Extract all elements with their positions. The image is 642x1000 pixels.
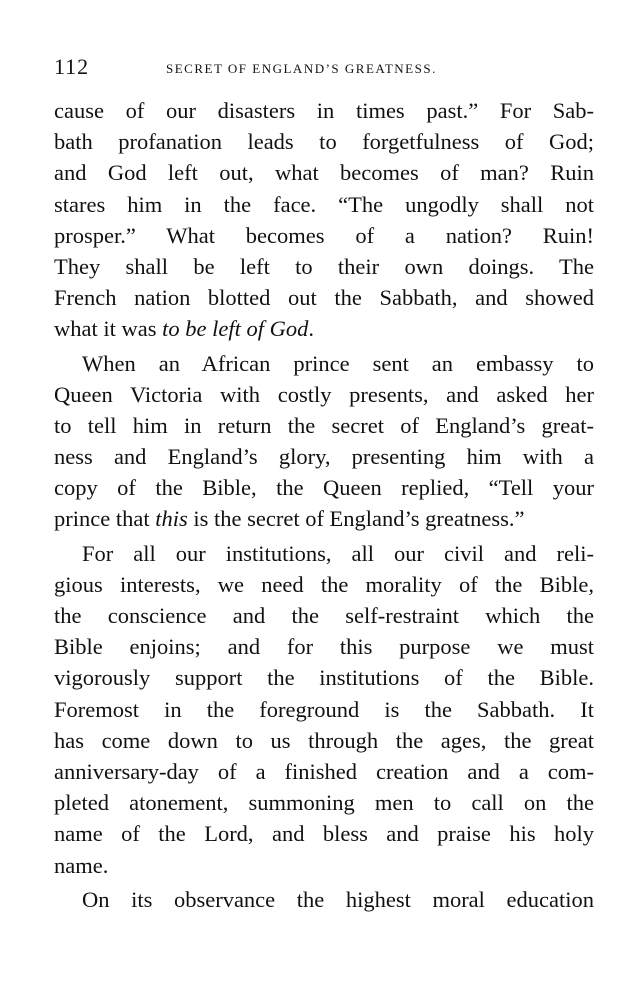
text-line: Queen Victoria with costly presents, and asked her	[54, 381, 594, 407]
text-line: name.	[54, 852, 109, 878]
text-line: to tell him in return the secret of England’s great-	[54, 412, 594, 438]
text-line: Bible enjoins; and for this purpose we must	[54, 634, 594, 660]
text-line: For all our institutions, all our civil and reli-	[82, 540, 594, 566]
text-line: and God left out, what becomes of man? Ruin	[54, 160, 594, 186]
paragraph	[54, 884, 594, 915]
body-text	[54, 95, 594, 915]
text-line: On its observance the highest moral education	[82, 886, 594, 912]
text-line: cause of our disasters in times past.” For Sab-	[54, 98, 594, 123]
italic-text: to be left of God	[162, 316, 309, 342]
text-line: anniversary-day of a finished creation and a com-	[54, 758, 594, 784]
paragraph	[54, 538, 594, 881]
page-number: 112	[54, 54, 90, 79]
text-line: vigorously support the institutions of the Bible.	[54, 665, 594, 691]
text-line: ness and England’s glory, presenting him with a	[54, 444, 594, 470]
italic-text: this	[155, 506, 188, 532]
text-line: pleted atonement, summoning men to call on the	[54, 790, 594, 816]
text-line: French nation blotted out the Sabbath, and showed	[54, 285, 594, 311]
text-run: .	[308, 316, 314, 342]
text-line: name of the Lord, and bless and praise his holy	[54, 821, 594, 847]
text-line: Foremost in the foreground is the Sabbath. It	[54, 696, 594, 722]
text-line: When an African prince sent an embassy to	[82, 350, 594, 376]
text-line: has come down to us through the ages, the great	[54, 727, 594, 753]
text-line: bath profanation leads to forgetfulness of God;	[54, 129, 594, 155]
text-line: They shall be left to their own doings. The	[54, 253, 594, 279]
text-line: copy of the Bible, the Queen replied, “Tell your	[54, 475, 594, 501]
text-run: prince that	[54, 506, 156, 532]
running-title: SECRET OF ENGLAND’S GREATNESS.	[166, 61, 437, 76]
paragraph	[54, 95, 594, 345]
paragraph	[54, 348, 594, 535]
text-line: prosper.” What becomes of a nation? Ruin!	[54, 222, 594, 248]
text-line	[54, 503, 594, 534]
text-run: what it was	[54, 316, 163, 342]
text-line: the conscience and the self-restraint which the	[54, 603, 594, 628]
text-line: gious interests, we need the morality of the Bible,	[54, 571, 594, 597]
text-line	[54, 313, 594, 344]
running-head	[54, 54, 594, 84]
text-run: is the secret of England’s greatness.”	[187, 506, 525, 532]
text-line: stares him in the face. “The ungodly shall not	[54, 191, 594, 217]
